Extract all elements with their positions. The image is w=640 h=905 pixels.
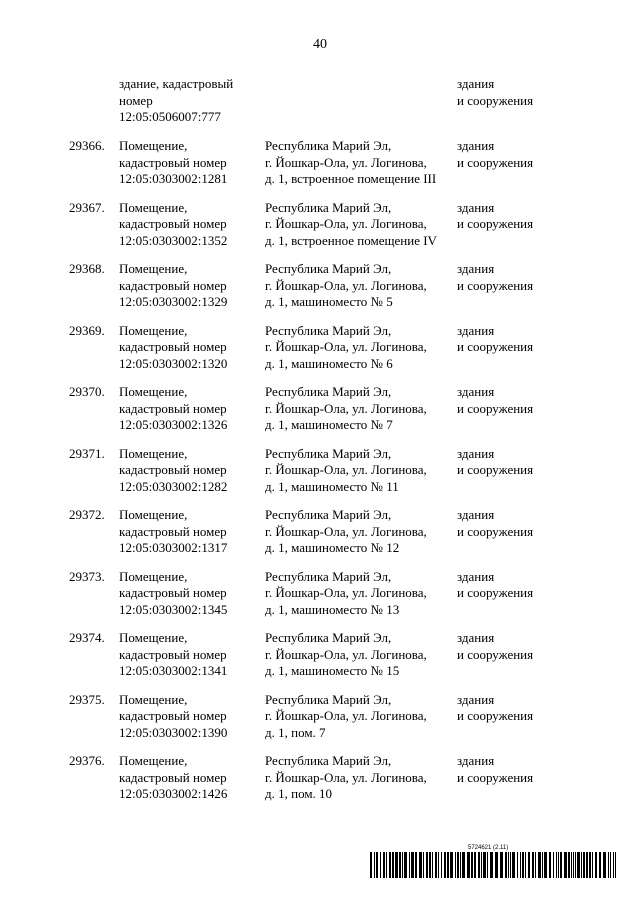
object-address-line: д. 1, машиноместо № 5 xyxy=(265,294,393,309)
row-number: 29366. xyxy=(69,138,105,153)
object-description-line: кадастровый номер xyxy=(119,462,227,477)
object-address-line: Республика Марий Эл, xyxy=(265,691,392,707)
object-description-line: Помещение, xyxy=(119,753,188,768)
object-category-line: и сооружения xyxy=(457,523,534,539)
object-category-line: и сооружения xyxy=(457,400,534,416)
object-description-line: 12:05:0303002:1341 xyxy=(119,663,228,678)
property-table xyxy=(0,76,640,815)
object-address-line: Республика Марий Эл, xyxy=(265,384,392,399)
object-category-line: и сооружения xyxy=(457,277,534,293)
table-row xyxy=(0,384,640,446)
page-number: 40 xyxy=(313,37,327,52)
object-description xyxy=(119,630,259,680)
object-category-line: здания xyxy=(457,507,495,522)
object-description-line: Помещение, xyxy=(119,568,188,584)
object-description-line: номер xyxy=(119,92,153,108)
object-address-line: д. 1, машиноместо № 13 xyxy=(265,601,400,617)
object-description-line: Помещение, xyxy=(119,261,188,276)
table-row xyxy=(0,76,640,138)
object-address-line: г. Йошкар-Ола, ул. Логинова, xyxy=(265,216,427,231)
object-category-line: и сооружения xyxy=(457,646,534,662)
object-category-line: и сооружения xyxy=(457,92,534,108)
object-address-line: д. 1, машиноместо № 12 xyxy=(265,540,400,555)
row-number: 29368. xyxy=(69,261,105,276)
object-category-line: и сооружения xyxy=(457,585,534,600)
table-row xyxy=(0,446,640,508)
object-address-line: Республика Марий Эл, xyxy=(265,630,392,645)
object-category xyxy=(457,138,577,171)
row-number: 29374. xyxy=(69,630,105,645)
object-category xyxy=(457,692,577,725)
row-number: 29371. xyxy=(69,445,105,461)
object-category-line: и сооружения xyxy=(457,216,534,231)
object-address-line: д. 1, машиноместо № 11 xyxy=(265,478,399,494)
object-description-line: 12:05:0303002:1426 xyxy=(119,786,228,801)
row-number: 29367. xyxy=(69,199,105,215)
object-address xyxy=(265,446,455,496)
object-description-line: кадастровый номер xyxy=(119,216,227,231)
object-description-line: кадастровый номер xyxy=(119,339,227,354)
object-address xyxy=(265,323,455,373)
object-address-line xyxy=(265,93,455,110)
object-address xyxy=(265,692,455,742)
object-description xyxy=(119,446,259,496)
object-description-line: кадастровый номер xyxy=(119,154,227,170)
object-address xyxy=(265,753,455,803)
object-address-line: д. 1, машиноместо № 6 xyxy=(265,355,393,371)
object-address xyxy=(265,569,455,619)
object-category xyxy=(457,446,577,479)
object-description-line: кадастровый номер xyxy=(119,277,227,293)
table-row xyxy=(0,323,640,385)
object-address-line: д. 1, встроенное помещение IV xyxy=(265,232,437,248)
object-category-line: здания xyxy=(457,445,495,461)
object-address-line: Республика Марий Эл, xyxy=(265,507,392,522)
object-category xyxy=(457,261,577,294)
object-address-line: Республика Марий Эл, xyxy=(265,199,392,215)
object-address xyxy=(265,384,455,434)
object-address-line: г. Йошкар-Ола, ул. Логинова, xyxy=(265,154,427,170)
object-description-line: Помещение, xyxy=(119,322,188,338)
object-description-line: Помещение, xyxy=(119,630,188,645)
object-category-line: и сооружения xyxy=(457,462,534,477)
object-address-line: д. 1, пом. 10 xyxy=(265,786,333,801)
object-description-line: Помещение, xyxy=(119,384,188,399)
object-category-line: здания xyxy=(457,138,495,153)
table-row xyxy=(0,569,640,631)
object-description-line: Помещение, xyxy=(119,199,188,215)
object-category xyxy=(457,507,577,540)
table-row xyxy=(0,507,640,569)
object-description-line: кадастровый номер xyxy=(119,400,227,416)
object-address-line: Республика Марий Эл, xyxy=(265,568,392,584)
row-number: 29372. xyxy=(69,507,105,522)
object-address-line: д. 1, машиноместо № 15 xyxy=(265,663,400,678)
object-description-line: 12:05:0303002:1352 xyxy=(119,232,228,248)
object-address-line: Республика Марий Эл, xyxy=(265,322,392,338)
object-address-line: д. 1, пом. 7 xyxy=(265,724,326,740)
object-address-line xyxy=(265,76,455,93)
object-address-line: г. Йошкар-Ола, ул. Логинова, xyxy=(265,400,427,416)
object-address-line: д. 1, машиноместо № 7 xyxy=(265,417,393,432)
row-number: 29375. xyxy=(69,691,105,707)
object-category xyxy=(457,76,577,109)
object-category-line: здания xyxy=(457,76,495,91)
object-description-line: кадастровый номер xyxy=(119,708,227,723)
object-description-line: Помещение, xyxy=(119,445,188,461)
object-description xyxy=(119,200,259,250)
row-number: 29369. xyxy=(69,322,105,338)
object-category xyxy=(457,569,577,602)
object-description-line: Помещение, xyxy=(119,691,188,707)
object-description xyxy=(119,507,259,557)
object-category-line: и сооружения xyxy=(457,769,534,785)
object-description-line: Помещение, xyxy=(119,507,188,522)
object-category-line: и сооружения xyxy=(457,154,534,170)
object-address-line: г. Йошкар-Ола, ул. Логинова, xyxy=(265,585,427,600)
table-row xyxy=(0,138,640,200)
object-address-line: г. Йошкар-Ола, ул. Логинова, xyxy=(265,769,427,785)
object-category-line: здания xyxy=(457,384,495,399)
object-address-line: г. Йошкар-Ола, ул. Логинова, xyxy=(265,462,427,477)
object-description-line: 12:05:0303002:1326 xyxy=(119,417,228,432)
object-category-line: и сооружения xyxy=(457,708,534,723)
object-description-line: 12:05:0303002:1390 xyxy=(119,724,228,740)
object-description-line: кадастровый номер xyxy=(119,769,227,785)
table-row xyxy=(0,200,640,262)
object-description-line: 12:05:0303002:1281 xyxy=(119,171,228,186)
object-description-line: 12:05:0303002:1345 xyxy=(119,601,228,617)
table-row xyxy=(0,753,640,815)
object-description-line: 12:05:0303002:1320 xyxy=(119,355,228,371)
object-address xyxy=(265,507,455,557)
object-description xyxy=(119,261,259,311)
object-description-line: кадастровый номер xyxy=(119,585,227,600)
object-address xyxy=(265,630,455,680)
object-description xyxy=(119,692,259,742)
object-description xyxy=(119,384,259,434)
object-category-line: здания xyxy=(457,322,495,338)
object-description-line: 12:05:0303002:1317 xyxy=(119,540,228,555)
object-address xyxy=(265,76,455,126)
object-description-line: Помещение, xyxy=(119,138,188,153)
object-address-line: г. Йошкар-Ола, ул. Логинова, xyxy=(265,523,427,539)
barcode-icon xyxy=(370,852,618,878)
object-address-line: Республика Марий Эл, xyxy=(265,753,392,768)
row-number: 29370. xyxy=(69,384,105,399)
object-address-line: г. Йошкар-Ола, ул. Логинова, xyxy=(265,277,427,293)
row-number: 29376. xyxy=(69,753,105,768)
object-description-line: 12:05:0303002:1282 xyxy=(119,478,228,494)
object-category-line: здания xyxy=(457,630,495,645)
table-row xyxy=(0,692,640,754)
object-category-line: здания xyxy=(457,199,495,215)
object-category-line: и сооружения xyxy=(457,339,534,354)
object-address-line: г. Йошкар-Ола, ул. Логинова, xyxy=(265,646,427,662)
table-row xyxy=(0,261,640,323)
object-category xyxy=(457,753,577,786)
object-address xyxy=(265,200,455,250)
object-description-line: кадастровый номер xyxy=(119,523,227,539)
object-address-line: д. 1, встроенное помещение III xyxy=(265,171,437,186)
object-category-line: здания xyxy=(457,691,495,707)
object-address xyxy=(265,138,455,188)
object-description-line: кадастровый номер xyxy=(119,646,227,662)
object-description xyxy=(119,753,259,803)
row-number: 29373. xyxy=(69,568,105,584)
object-category-line: здания xyxy=(457,261,495,276)
object-description xyxy=(119,569,259,619)
object-category-line: здания xyxy=(457,753,495,768)
object-address-line: г. Йошкар-Ола, ул. Логинова, xyxy=(265,708,427,723)
object-description-line: 12:05:0506007:777 xyxy=(119,109,221,124)
object-category xyxy=(457,630,577,663)
object-address-line: Республика Марий Эл, xyxy=(265,138,392,153)
table-row xyxy=(0,630,640,692)
object-address-line: Республика Марий Эл, xyxy=(265,445,392,461)
object-address-line: г. Йошкар-Ола, ул. Логинова, xyxy=(265,339,427,354)
object-category xyxy=(457,323,577,356)
object-address xyxy=(265,261,455,311)
object-description-line: 12:05:0303002:1329 xyxy=(119,294,228,309)
object-category-line: здания xyxy=(457,568,495,584)
object-category xyxy=(457,200,577,233)
barcode-label: 5724621 (2.11) xyxy=(468,845,509,851)
object-description xyxy=(119,76,259,126)
object-address-line: Республика Марий Эл, xyxy=(265,261,392,276)
object-description xyxy=(119,138,259,188)
object-category xyxy=(457,384,577,417)
object-address-line xyxy=(265,109,455,126)
object-description xyxy=(119,323,259,373)
object-description-line: здание, кадастровый xyxy=(119,76,234,91)
